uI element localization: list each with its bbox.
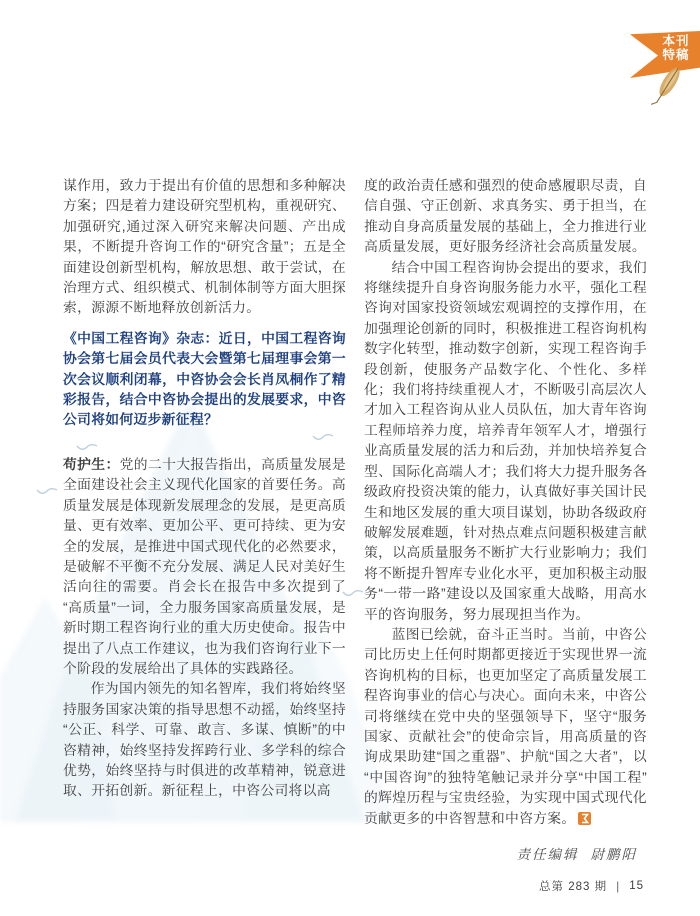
interview-question — [63, 329, 346, 431]
bird-icon — [36, 486, 58, 498]
speaker-name: 苟护生： — [63, 456, 120, 472]
answer-text: 党的二十大报告指出，高质量发展是全面建设社会主义现代化国家的首要任务。高质量发展是体现新发展理念的发展，是更高质量、更有效率、更加公平、更可持续、更为安全的发展，是推进中国式现代化的必然要求，是破解不平衡不充分发展、满足人民对美好生活向往的需要。肖会长在报告中多次提到了“高质量”一词，全力服务国家高质量发展，是新时期工程咨询行业的重大历史使命。报告中提出了八点工作建议，也为我们咨询行业下一个阶段的发展给出了具体的实践路径。 — [63, 456, 346, 676]
question-lead: 《中国工程咨询》杂志： — [63, 330, 219, 346]
issue-number: 总第 283 期 — [539, 881, 608, 893]
paragraph: 度的政治责任感和强烈的使命感履职尽责，自信自强、守正创新、求真务实、勇于担当，在推动自身高质量发展的基础上，全力推进行业高质量发展，更好服务经济社会高质量发展。 — [364, 178, 647, 255]
interview-answer — [63, 455, 346, 679]
page-number: 15 — [629, 880, 644, 892]
editor-label: 责任编辑 — [516, 847, 579, 863]
paragraph: 结合中国工程咨询协会提出的要求，我们将继续提升自身咨询服务能力水平，强化工程咨询对国家投资领域宏观调控的支撑作用，在加强理论创新的同时，积极推进工程咨询机构数字化转型，推动数字创新，实现工程咨询手段创新，使服务产品数字化、个性化、多样化；我们将持续重视人才，不断吸引高层次人才加入工程咨询从业人员队伍，加大青年咨询工程师培养力度，培养青年领军人才，增强行业高质量发展的活力和后劲，并加快培养复合型、国际化高端人才；我们将大力提升服务各级政府投资决策的能力，认真做好事关国计民生和地区发展的重大项目谋划，协助各级政府破解发展难题，针对热点难点问题积极建言献策，以高质量服务不断扩大行业影响力；我们将不断提升智库专业化水平，更加积极主动服务“一带一路”建设以及国家重大战略，用高水平的咨询服务，努力展现担当作为。 — [364, 259, 647, 622]
paragraph: 谋作用，致力于提出有价值的思想和多种解决方案；四是着力建设研究型机构，重视研究、加强研究,通过深入研究来解决问题、产出成果，不断提升咨询工作的“研究含量”；五是全面建设创新型机构，解放思想、敢于尝试，在治理方式、组织模式、机制体制等方面大胆探索，源源不断地释放创新活力。 — [63, 178, 346, 316]
paragraph: 作为国内领先的知名智库，我们将始终坚持服务国家决策的指导思想不动摇，始终坚持“公正、科学、可靠、敢言、多谋、慎断”的中咨精神，始终坚持发挥跨行业、多学科的综合优势，始终坚持与时俱进的改革精神，锐意进取、开拓创新。新征程上，中咨公司将以高 — [63, 681, 346, 799]
left-column — [63, 176, 346, 865]
question-text: 近日，中国工程咨询协会第七届会员代表大会暨第七届理事会第一次会议顺利闭幕，中咨协会会长肖凤桐作了精彩报告，结合中咨协会提出的发展要求，中咨公司将如何迈步新征程？ — [63, 330, 346, 428]
editor-credit — [364, 845, 647, 865]
footer-divider: | — [616, 879, 621, 893]
section-badge-line2: 特稿 — [662, 48, 690, 62]
article-end-icon — [578, 812, 591, 825]
section-badge — [661, 34, 691, 62]
quill-feather-icon — [644, 62, 690, 114]
page-footer — [539, 878, 644, 894]
right-column — [364, 176, 647, 865]
section-badge-line1: 本刊 — [662, 34, 690, 48]
editor-name: 尉鹏阳 — [590, 847, 637, 863]
article-columns — [63, 176, 647, 865]
paragraph — [364, 625, 647, 829]
paragraph-text: 蓝图已绘就，奋斗正当时。当前，中咨公司比历史上任何时期都更接近于实现世界一流咨询机构的目标，也更加坚定了高质量发展工程咨询事业的信心与决心。面向未来，中咨公司将继续在党中央的坚强领导下，坚守“服务国家、贡献社会”的使命宗旨，用高质量的咨询成果助建“国之重器”、护航“国之大者”，以“中国咨询”的独特笔触记录并分享“中国工程”的辉煌历程与宝贵经验，为实现中国式现代化贡献更多的中咨智慧和中咨方案。 — [364, 626, 647, 826]
